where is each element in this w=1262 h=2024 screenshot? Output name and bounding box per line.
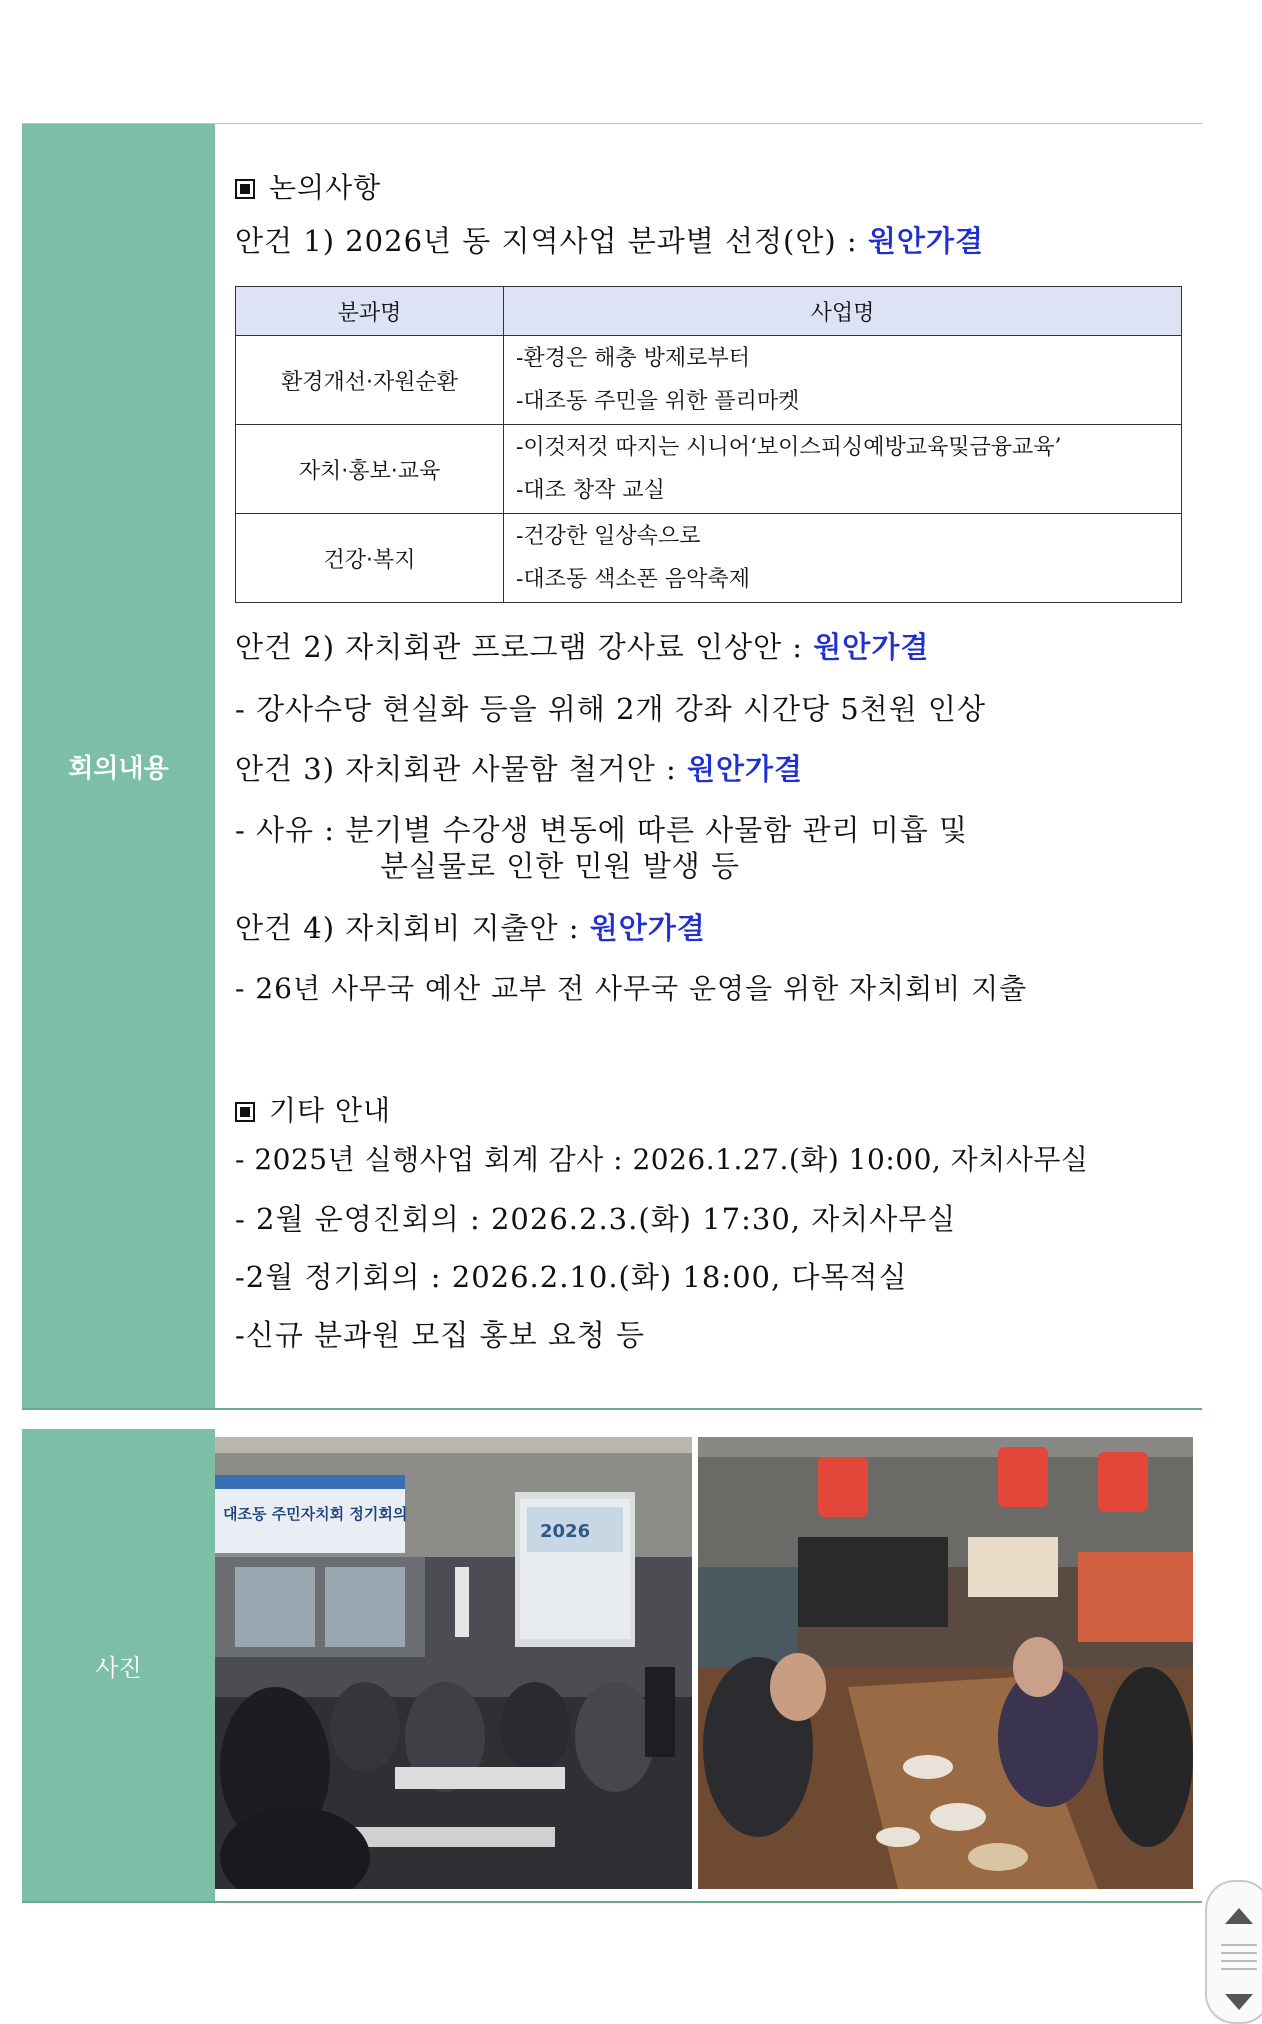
agenda-1: 안건 1) 2026년 동 지역사업 분과별 선정(안) : 원안가결 bbox=[235, 224, 984, 258]
table-row bbox=[236, 514, 1182, 603]
agenda-4-result: 원안가결 bbox=[589, 911, 706, 945]
business-item: -대조동 주민을 위한 플리마켓 bbox=[516, 389, 800, 414]
agenda-4: 안건 4) 자치회비 지출안 : 원안가결 bbox=[235, 911, 706, 945]
business-item: -건강한 일상속으로 bbox=[516, 524, 701, 549]
agenda-3-result: 원안가결 bbox=[687, 752, 804, 786]
meeting-content-section bbox=[22, 123, 1202, 1410]
business-item: -대조동 색소폰 음악축제 bbox=[516, 567, 750, 592]
other-item: - 2025년 실행사업 회계 감사 : 2026.1.27.(화) 10:00, 자치사무실 bbox=[235, 1143, 1089, 1176]
discussion-header: 논의사항 bbox=[235, 166, 381, 206]
other-item: - 2월 운영진회의 : 2026.2.3.(화) 17:30, 자치사무실 bbox=[235, 1202, 957, 1236]
business-table bbox=[235, 286, 1182, 603]
agenda-3-detail-1: - 사유 : 분기별 수강생 변동에 따른 사물함 관리 미흡 및 bbox=[235, 813, 969, 847]
agenda-4-detail: - 26년 사무국 예산 교부 전 사무국 운영을 위한 자치회비 지출 bbox=[235, 972, 1028, 1005]
screen-text: 2026 bbox=[540, 1521, 591, 1542]
agenda-2: 안건 2) 자치회관 프로그램 강사료 인상안 : 원안가결 bbox=[235, 630, 930, 664]
photo-section bbox=[22, 1429, 1202, 1903]
agenda-1-result: 원안가결 bbox=[867, 224, 984, 258]
grip-line bbox=[1221, 1952, 1257, 1954]
table-cell-category: 환경개선·자원순환 bbox=[236, 336, 504, 425]
other-item: -2월 정기회의 : 2026.2.10.(화) 18:00, 다목적실 bbox=[235, 1260, 908, 1294]
business-item: -환경은 해충 방제로부터 bbox=[516, 346, 750, 371]
table-row bbox=[236, 425, 1182, 514]
meeting-photo-2 bbox=[698, 1437, 1193, 1889]
square-bullet-icon bbox=[235, 179, 255, 199]
grip-line bbox=[1221, 1944, 1257, 1946]
table-cell-items bbox=[504, 336, 1182, 425]
agenda-2-detail: - 강사수당 현실화 등을 위해 2개 강좌 시간당 5천원 인상 bbox=[235, 692, 986, 726]
meeting-photo-1 bbox=[215, 1437, 692, 1889]
agenda-3: 안건 3) 자치회관 사물함 철거안 : 원안가결 bbox=[235, 752, 804, 786]
business-item: -대조 창작 교실 bbox=[516, 478, 665, 503]
grip-line bbox=[1221, 1960, 1257, 1962]
table-cell-category: 자치·홍보·교육 bbox=[236, 425, 504, 514]
square-bullet-icon bbox=[235, 1102, 255, 1122]
scroll-down-icon[interactable] bbox=[1225, 1994, 1253, 2010]
grip-line bbox=[1221, 1968, 1257, 1970]
banner-text: 대조동 주민자치회 정기회의 bbox=[223, 1505, 408, 1523]
table-cell-category: 건강·복지 bbox=[236, 514, 504, 603]
business-item: -이것저것 따지는 시니어‘보이스피싱예방교육및금융교육’ bbox=[516, 435, 1062, 460]
meeting-content-body bbox=[235, 124, 1202, 1408]
table-row bbox=[236, 336, 1182, 425]
photo-label: 사진 bbox=[22, 1429, 215, 1901]
agenda-3-detail-2: 분실물로 인한 민원 발생 등 bbox=[380, 849, 741, 883]
table-header-business: 사업명 bbox=[504, 287, 1182, 336]
agenda-2-result: 원안가결 bbox=[813, 630, 930, 664]
table-cell-items bbox=[504, 514, 1182, 603]
table-header-category: 분과명 bbox=[236, 287, 504, 336]
table-cell-items bbox=[504, 425, 1182, 514]
other-header: 기타 안내 bbox=[235, 1089, 391, 1129]
meeting-content-label: 회의내용 bbox=[22, 124, 215, 1408]
scroll-up-icon[interactable] bbox=[1225, 1908, 1253, 1924]
table-header-row bbox=[236, 287, 1182, 336]
other-item: -신규 분과원 모집 홍보 요청 등 bbox=[235, 1318, 646, 1352]
scroll-control[interactable] bbox=[1205, 1880, 1262, 2024]
